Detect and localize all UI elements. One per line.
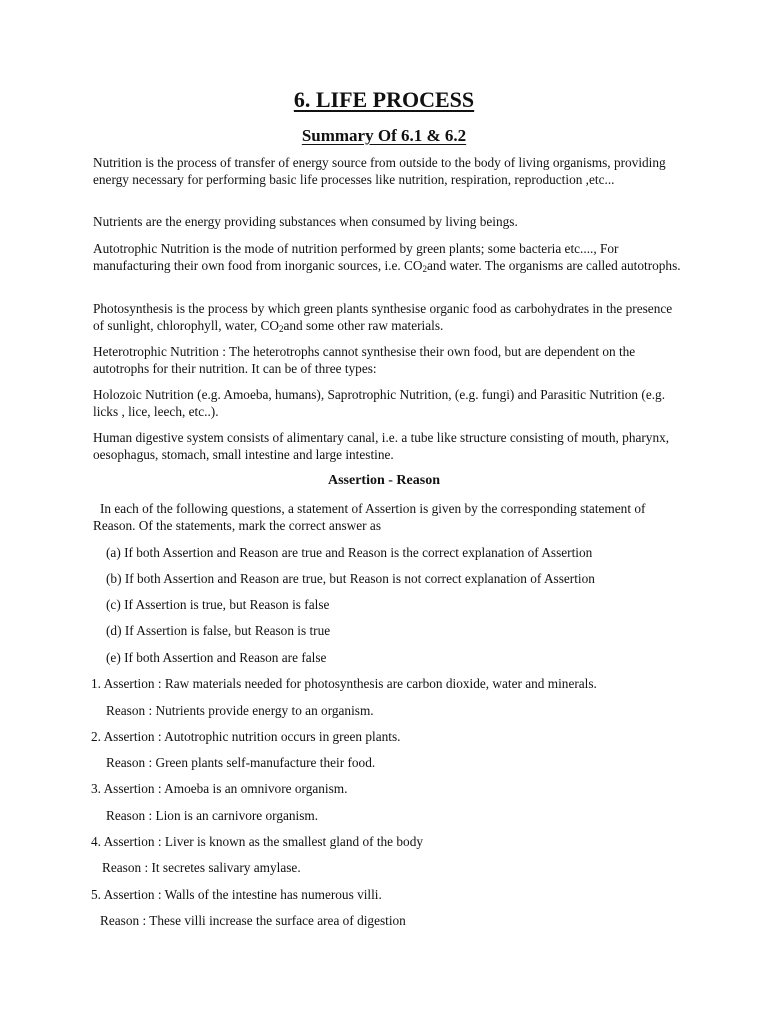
autotrophic-subscript: 2 (422, 264, 428, 274)
photosynthesis-text-b: and some other raw materials. (283, 318, 444, 333)
photosynthesis-text-a: Photosynthesis is the process by which green plants synthesise organic food as carbohydrates in the presence of sunlight, chlorophyll, water, CO (93, 301, 673, 333)
question-1-assertion: 1. Assertion : Raw materials needed for photosynthesis are carbon dioxide, water and minerals. (91, 676, 597, 691)
photosynthesis-paragraph (93, 300, 683, 334)
question-5-reason: Reason : These villi increase the surface area of digestion (100, 913, 406, 928)
question-4-assertion: 4. Assertion : Liver is known as the smallest gland of the body (91, 834, 424, 849)
digestive-system-paragraph: Human digestive system consists of alimentary canal, i.e. a tube like structure consisting of mouth, pharynx, oesophagus, stomach, small intestine and large intestine. (93, 430, 670, 462)
assertion-reason-heading: Assertion - Reason (328, 473, 440, 488)
instructions-paragraph: In each of the following questions, a statement of Assertion is given by the corresponding statement of Reason. Of the statements, mark the correct answer as (93, 501, 646, 533)
question-5-assertion: 5. Assertion : Walls of the intestine has numerous villi. (91, 887, 382, 902)
option-e: (e) If both Assertion and Reason are false (106, 650, 327, 665)
nutrition-paragraph: Nutrition is the process of transfer of energy source from outside to the body of living organisms, providing energy necessary for performing basic life processes like nutrition, respiration, reproduction ,etc... (93, 155, 666, 187)
nutrients-paragraph: Nutrients are the energy providing substances when consumed by living beings. (93, 214, 518, 229)
nutrition-types-paragraph: Holozoic Nutrition (e.g. Amoeba, humans), Saprotrophic Nutrition, (e.g. fungi) and Parasitic Nutrition (e.g. licks , lice, leech, etc..). (93, 387, 666, 419)
option-d: (d) If Assertion is false, but Reason is true (106, 623, 331, 638)
photosynthesis-subscript: 2 (278, 324, 284, 334)
option-a: (a) If both Assertion and Reason are true and Reason is the correct explanation of Assertion (106, 545, 593, 560)
question-3-assertion: 3. Assertion : Amoeba is an omnivore organism. (91, 781, 348, 796)
question-4-reason: Reason : It secretes salivary amylase. (102, 860, 301, 875)
question-3-reason: Reason : Lion is an carnivore organism. (106, 808, 319, 823)
question-1-reason: Reason : Nutrients provide energy to an organism. (106, 703, 374, 718)
page-title: 6. LIFE PROCESS (293, 87, 475, 112)
question-2-reason: Reason : Green plants self-manufacture their food. (106, 755, 376, 770)
autotrophic-text-b: and water. The organisms are called autotrophs. (427, 258, 681, 273)
question-2-assertion: 2. Assertion : Autotrophic nutrition occurs in green plants. (91, 729, 401, 744)
autotrophic-paragraph (93, 240, 683, 274)
autotrophic-text-a: Autotrophic Nutrition is the mode of nutrition performed by green plants; some bacteria etc...., For manufacturing their own food from inorganic sources, i.e. CO (93, 241, 619, 273)
heterotrophic-paragraph: Heterotrophic Nutrition : The heterotrophs cannot synthesise their own food, but are dependent on the autotrophs for their nutrition. It can be of three types: (93, 344, 636, 376)
summary-heading: Summary Of 6.1 & 6.2 (301, 126, 467, 145)
option-b: (b) If both Assertion and Reason are true, but Reason is not correct explanation of Assertion (106, 571, 595, 586)
option-c: (c) If Assertion is true, but Reason is false (106, 597, 330, 612)
